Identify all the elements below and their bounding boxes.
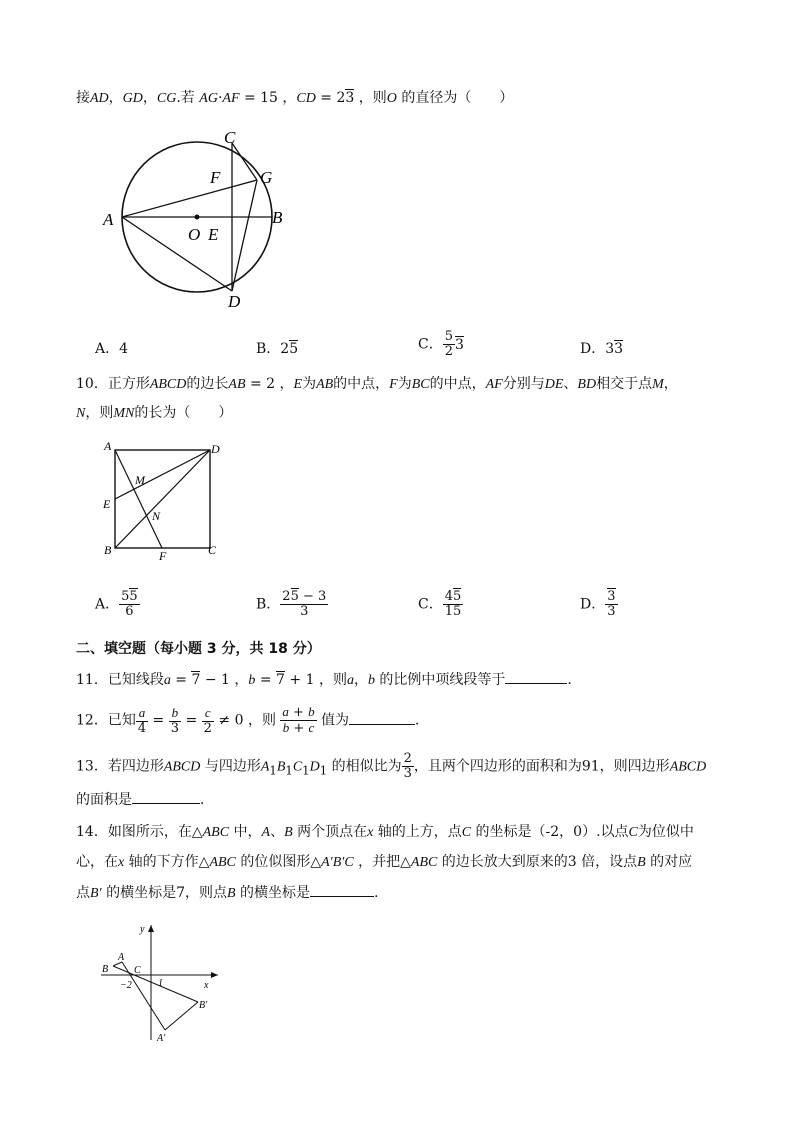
svg-text:G: G: [260, 168, 273, 187]
q9-circle-figure: [100, 125, 300, 310]
svg-text:D: D: [228, 292, 241, 310]
q9-option-b[interactable]: B．25: [256, 341, 299, 357]
svg-text:y: y: [140, 924, 145, 935]
q14-line1: 14．如图所示，在△ABC 中，A、B 两个顶点在x 轴的上方，点C 的坐标是（-2，0）.以点C为位似中: [76, 824, 694, 840]
q10-option-d[interactable]: D． $\frac{3}{3}$: [580, 589, 616, 619]
svg-text:C: C: [208, 543, 217, 557]
q14-line2: 心，在x 轴的下方作△ABC 的位似图形△A′B′C ，并把△ABC 的边长放大到原来的3 倍，设点B 的对应: [76, 854, 693, 870]
q12: 12．已知 $\frac{a}{4}$ = $\frac{b}{3}$ = $\frac{c}{2}$ ≠ 0 ，则 $\frac{a + b}{b + c}$ 值为 ．: [76, 704, 430, 736]
q14-line3: 点B′ 的横坐标是7，则点B 的横坐标是 .: [76, 885, 379, 901]
svg-text:C: C: [134, 965, 141, 976]
q9-option-d[interactable]: D．33: [580, 341, 624, 357]
svg-text:E: E: [208, 225, 219, 244]
svg-text:B: B: [272, 208, 283, 227]
svg-text:D: D: [211, 442, 220, 456]
svg-text:A′: A′: [157, 1033, 166, 1044]
svg-text:M: M: [135, 473, 145, 487]
q10-option-c[interactable]: C． $\frac{45}{15}$: [418, 589, 462, 619]
svg-text:F: F: [210, 168, 221, 187]
q14-coordinate-figure: [96, 920, 226, 1045]
q9-option-a[interactable]: A．4: [95, 341, 129, 357]
svg-text:−2: −2: [120, 980, 132, 991]
q9-option-c[interactable]: C． $\frac{5}{2}$ 3: [418, 329, 464, 359]
svg-text:1: 1: [158, 978, 163, 989]
svg-text:C: C: [224, 128, 236, 147]
svg-text:B: B: [102, 964, 109, 975]
section2-title: 二、填空题（每小题 3 分，共 18 分）: [76, 641, 321, 657]
svg-text:B: B: [104, 543, 112, 557]
q13-line1: 13．若四边形ABCD 与四边形$A_1B_1C_1D_1$ 的相似比为 $\frac{2}{3}$ ，且两个四边形的面积和为91，则四边形ABCD: [76, 751, 707, 781]
q10-square-figure: [100, 438, 225, 563]
q11: 11．已知线段a = 7 − 1 ，b = 7 + 1 ，则a，b 的比例中项线段等于 .: [76, 672, 572, 688]
q10-option-a[interactable]: A． $\frac{55}{6}$: [95, 589, 138, 619]
q9-stem: 接AD，GD，CG.若 AG·AF = 15 ，CD = 23 ，则O 的直径为（ ）: [76, 90, 514, 106]
svg-text:E: E: [103, 497, 111, 511]
q10-option-b[interactable]: B． $\frac{25 - 3}{3}$: [256, 589, 327, 619]
svg-text:N: N: [152, 509, 161, 523]
svg-text:x: x: [204, 980, 209, 991]
svg-text:B′: B′: [199, 1000, 208, 1011]
q10-stem-line2: N，则MN的长为（ ）: [76, 405, 233, 421]
svg-text:A: A: [104, 439, 112, 453]
q10-stem-line1: 10．正方形ABCD的边长AB = 2 ，E为AB的中点，F为BC的中点，AF分别与DE、BD相交于点M，: [76, 376, 678, 392]
svg-text:A: A: [103, 210, 114, 229]
svg-text:A: A: [118, 952, 125, 963]
q13-line2: 的面积是 ．: [76, 792, 214, 808]
svg-text:F: F: [159, 549, 167, 563]
svg-text:O: O: [188, 225, 201, 244]
